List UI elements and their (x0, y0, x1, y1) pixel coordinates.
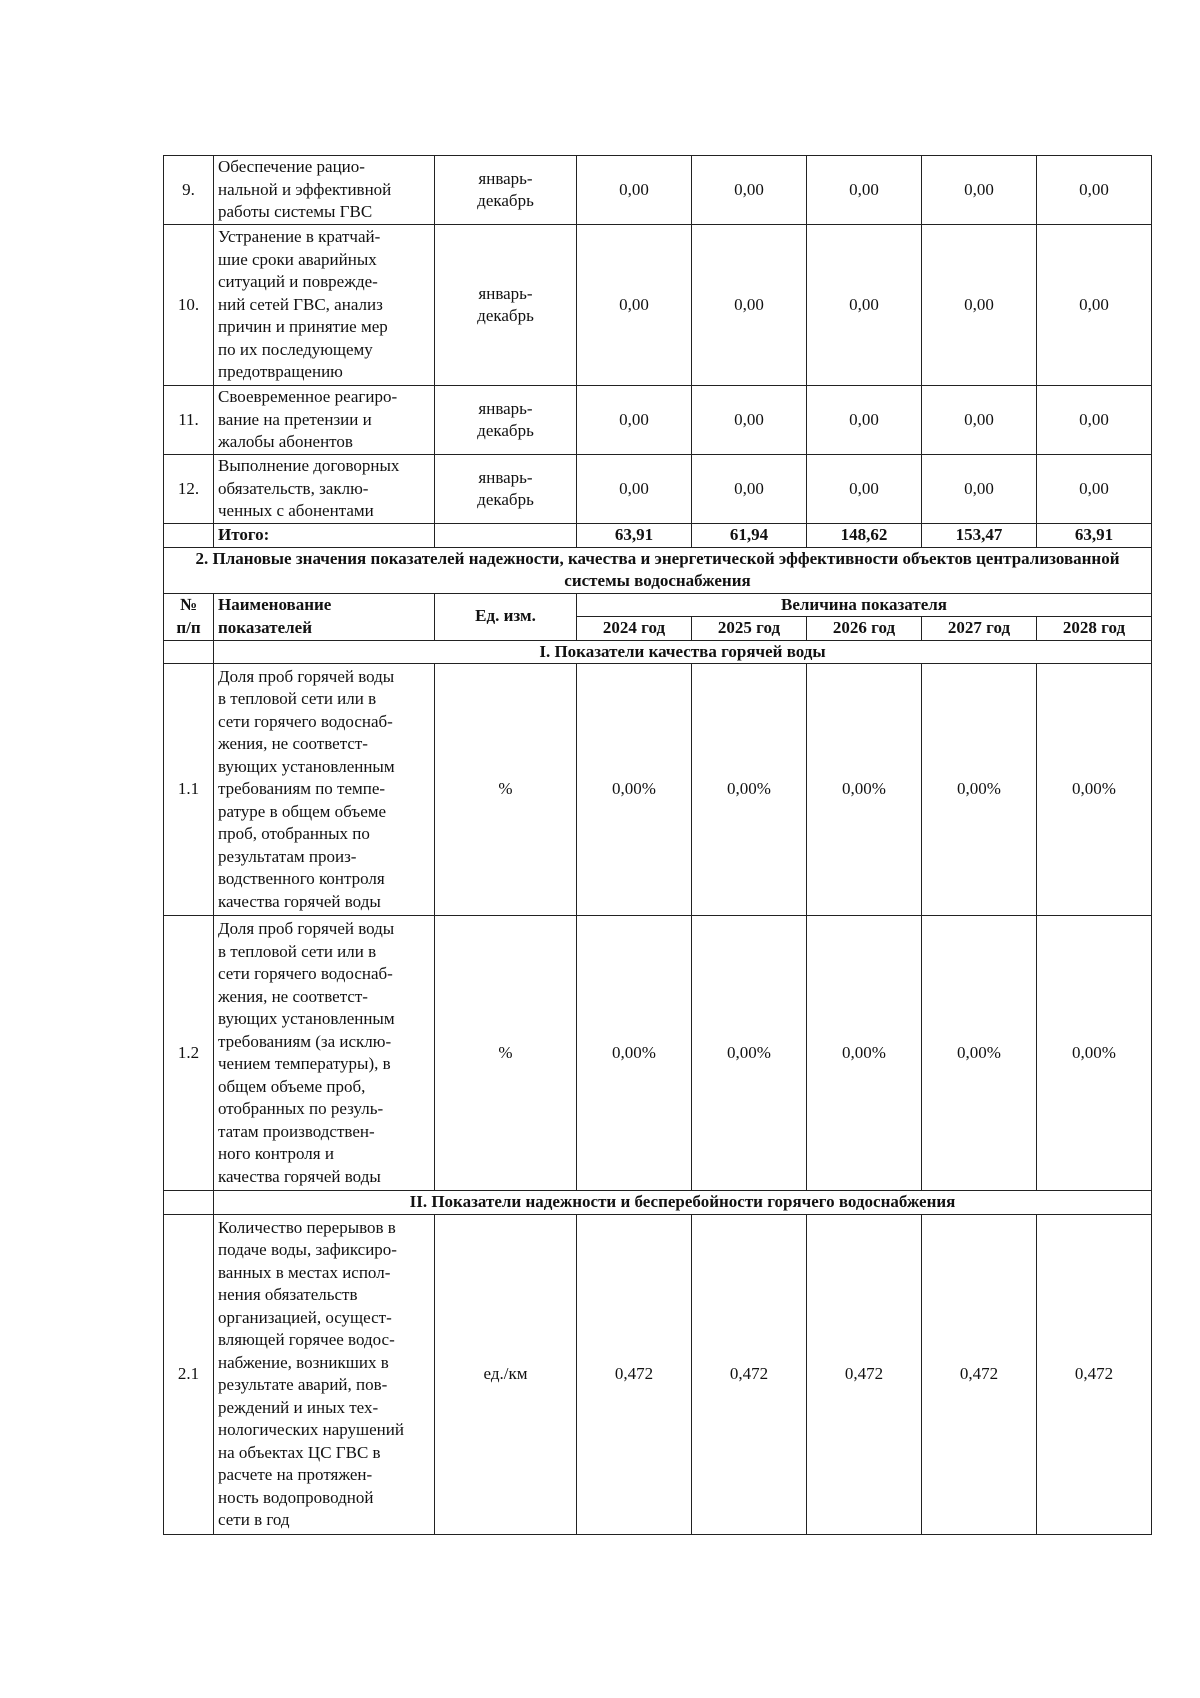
value-cell: 0,472 (922, 1214, 1037, 1534)
table-row (164, 455, 1152, 524)
measure-name: Обеспечение рацио- нальной и эффективной работы системы ГВС (214, 156, 435, 225)
period-cell: январь- декабрь (435, 225, 577, 386)
indicator-name: Количество перерывов в подаче воды, зафиксиро- ванных в местах испол- нения обязательств организацией, осущест- вляющей горячее водос- набжение, возникших в результате аварий, пов- реждений и иных тех- нологических нарушений на объектах ЦС ГВС в расчете на протяжен- ность водопроводной сети в год (214, 1214, 435, 1534)
total-value: 63,91 (577, 524, 692, 548)
value-cell: 0,00% (577, 664, 692, 916)
measure-name: Устранение в кратчай- шие сроки аварийных ситуаций и поврежде- ний сетей ГВС, анализ причин и принятие мер по их последующему предотвращению (214, 225, 435, 386)
table-row (164, 916, 1152, 1191)
value-cell: 0,00% (692, 916, 807, 1191)
value-cell: 0,00% (807, 916, 922, 1191)
row-number: 11. (164, 386, 214, 455)
indicator-name: Доля проб горячей воды в тепловой сети или в сети горячего водоснаб- жения, не соответст- вующих установленным требованиям по темпе- ратуре в общем объеме проб, отобранных по результатам произ- водственного контроля качества горячей воды (214, 664, 435, 916)
row-number: 10. (164, 225, 214, 386)
value-cell: 0,00% (577, 916, 692, 1191)
value-cell: 0,00 (807, 225, 922, 386)
value-cell: 0,00% (692, 664, 807, 916)
value-cell: 0,00% (1037, 664, 1152, 916)
indicators-table (163, 155, 1152, 1535)
total-value: 148,62 (807, 524, 922, 548)
header-value-group: Величина показателя (577, 593, 1152, 617)
header-year: 2028 год (1037, 617, 1152, 641)
unit-cell: % (435, 664, 577, 916)
period-cell: январь- декабрь (435, 156, 577, 225)
value-cell: 0,00 (807, 386, 922, 455)
group-title: I. Показатели качества горячей воды (214, 640, 1152, 664)
value-cell: 0,00 (692, 455, 807, 524)
header-number (164, 593, 214, 640)
value-cell: 0,00 (807, 156, 922, 225)
row-number: 9. (164, 156, 214, 225)
value-cell: 0,00% (922, 664, 1037, 916)
header-name-line1: Наименование (218, 595, 332, 614)
value-cell: 0,00 (692, 225, 807, 386)
value-cell: 0,00 (807, 455, 922, 524)
value-cell: 0,00 (577, 386, 692, 455)
value-cell: 0,00 (922, 225, 1037, 386)
value-cell: 0,00% (922, 916, 1037, 1191)
measure-name: Выполнение договорных обязательств, заклю- ченных с абонентами (214, 455, 435, 524)
header-year: 2024 год (577, 617, 692, 641)
group-title-row (164, 1191, 1152, 1215)
unit-cell: ед./км (435, 1214, 577, 1534)
header-year: 2025 год (692, 617, 807, 641)
group-title-row (164, 640, 1152, 664)
group-empty-cell (164, 640, 214, 664)
value-cell: 0,00 (692, 156, 807, 225)
header-year: 2027 год (922, 617, 1037, 641)
total-value: 63,91 (1037, 524, 1152, 548)
total-row (164, 524, 1152, 548)
table-row (164, 156, 1152, 225)
header-name-line2: показателей (218, 617, 312, 637)
value-cell: 0,00 (1037, 225, 1152, 386)
table-row (164, 664, 1152, 916)
header-year: 2026 год (807, 617, 922, 641)
group-empty-cell (164, 1191, 214, 1215)
value-cell: 0,472 (1037, 1214, 1152, 1534)
header-number-line1: № (179, 595, 198, 614)
value-cell: 0,00 (922, 156, 1037, 225)
row-number: 12. (164, 455, 214, 524)
period-cell: январь- декабрь (435, 455, 577, 524)
table-row (164, 386, 1152, 455)
value-cell: 0,00 (577, 156, 692, 225)
indicator-name: Доля проб горячей воды в тепловой сети или в сети горячего водоснаб- жения, не соответст- вующих установленным требованиям (за исклю- чением температуры), в общем объеме проб, отобранных по резуль- татам производствен- ного контроля и качества горячей воды (214, 916, 435, 1191)
total-value: 61,94 (692, 524, 807, 548)
total-value: 153,47 (922, 524, 1037, 548)
period-cell: январь- декабрь (435, 386, 577, 455)
total-empty-cell (164, 524, 214, 548)
value-cell: 0,472 (577, 1214, 692, 1534)
value-cell: 0,00 (922, 455, 1037, 524)
section-title: 2. Плановые значения показателей надежности, качества и энергетической эффективности объектов централизованной системы водоснабжения (164, 547, 1152, 593)
header-number-line2: п/п (176, 617, 201, 637)
value-cell: 0,00 (692, 386, 807, 455)
value-cell: 0,00 (1037, 386, 1152, 455)
value-cell: 0,472 (807, 1214, 922, 1534)
value-cell: 0,00 (1037, 455, 1152, 524)
header-unit: Ед. изм. (435, 593, 577, 640)
value-cell: 0,00 (577, 225, 692, 386)
row-number: 1.2 (164, 916, 214, 1191)
table-row (164, 1214, 1152, 1534)
group-title: II. Показатели надежности и бесперебойности горячего водоснабжения (214, 1191, 1152, 1215)
row-number: 2.1 (164, 1214, 214, 1534)
value-cell: 0,00 (922, 386, 1037, 455)
header-row (164, 593, 1152, 617)
value-cell: 0,00% (807, 664, 922, 916)
unit-cell: % (435, 916, 577, 1191)
section-title-row (164, 547, 1152, 593)
total-label: Итого: (214, 524, 435, 548)
table-row (164, 225, 1152, 386)
value-cell: 0,00% (1037, 916, 1152, 1191)
value-cell: 0,00 (1037, 156, 1152, 225)
measure-name: Своевременное реагиро- вание на претензии и жалобы абонентов (214, 386, 435, 455)
value-cell: 0,00 (577, 455, 692, 524)
header-name (214, 593, 435, 640)
row-number: 1.1 (164, 664, 214, 916)
value-cell: 0,472 (692, 1214, 807, 1534)
total-empty-cell (435, 524, 577, 548)
